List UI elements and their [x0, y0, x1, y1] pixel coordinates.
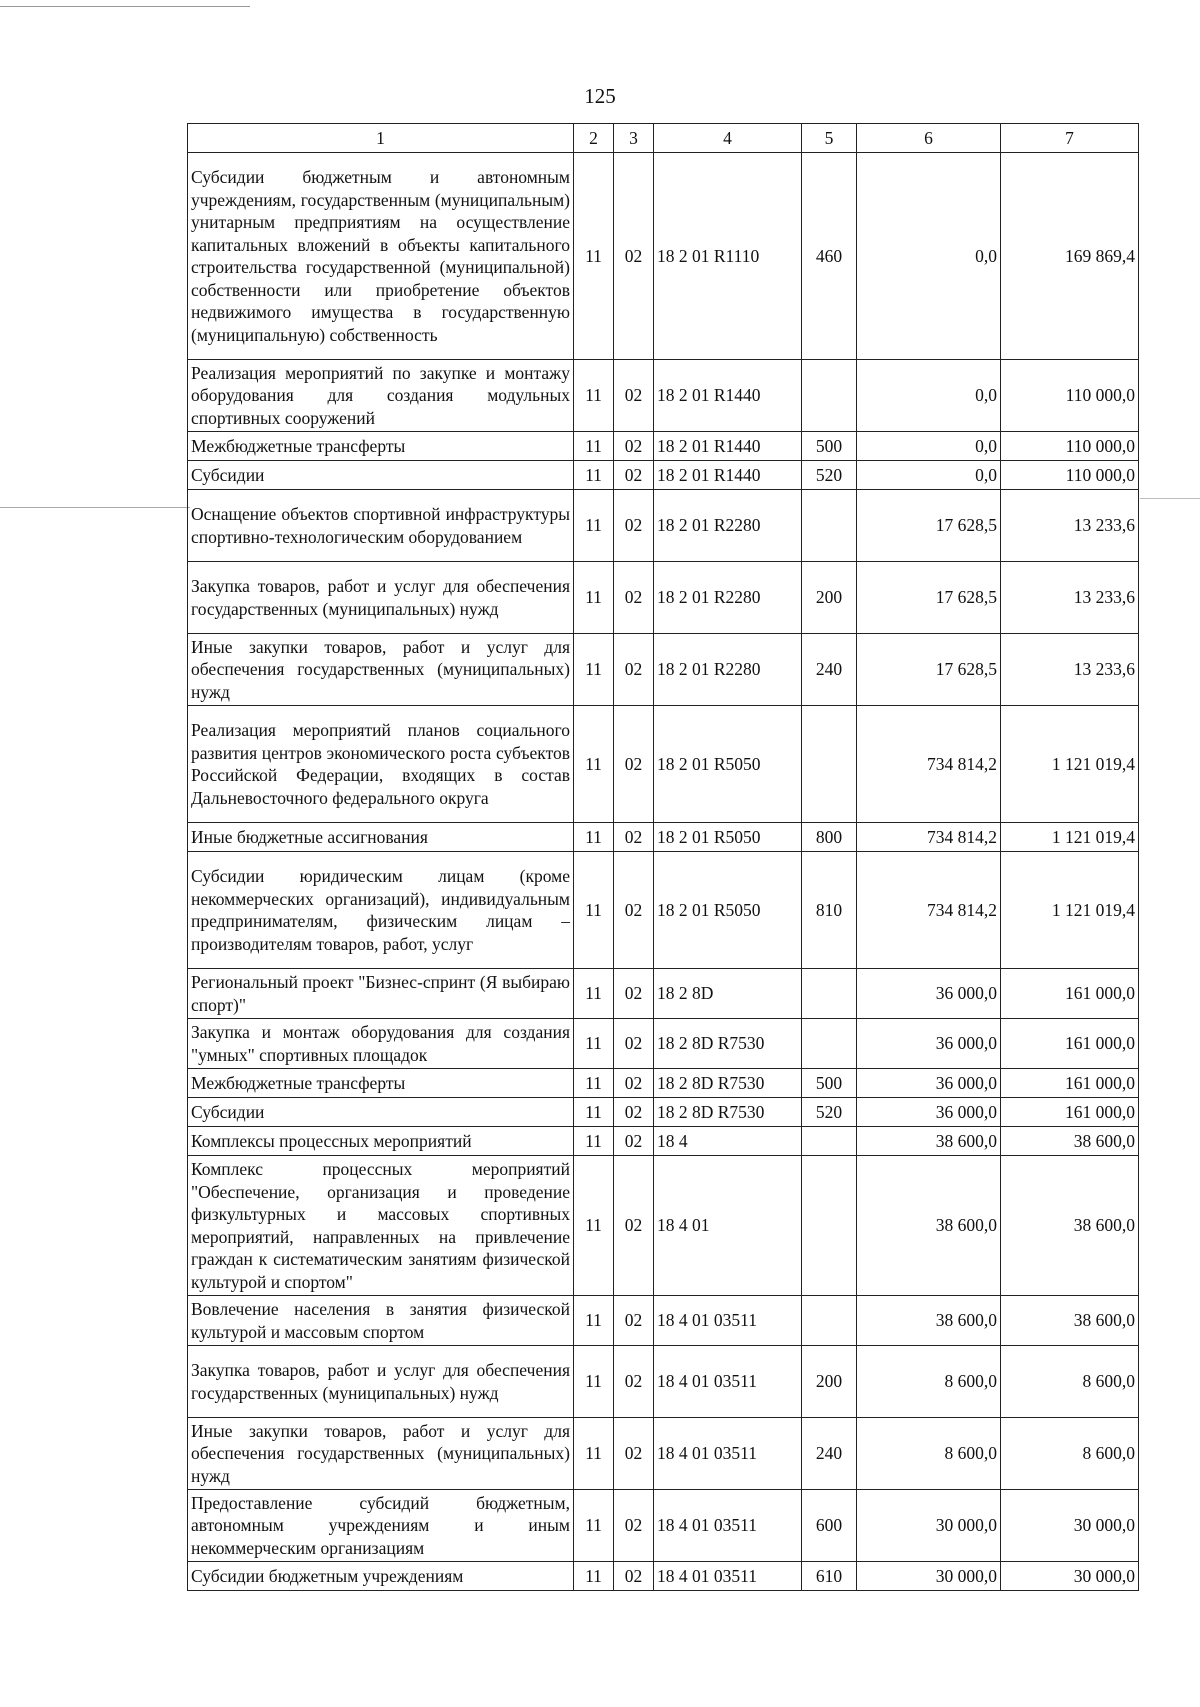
table-row	[188, 1490, 1139, 1562]
row-expense-type: 520	[802, 461, 857, 490]
table-row	[188, 1156, 1139, 1296]
row-expense-type	[802, 969, 857, 1019]
header-cell: 6	[857, 124, 1001, 153]
row-section: 11	[574, 1019, 614, 1069]
row-subsection: 02	[614, 1562, 654, 1591]
row-section: 11	[574, 1490, 614, 1562]
row-subsection: 02	[614, 490, 654, 562]
row-amount-2: 110 000,0	[1001, 432, 1139, 461]
row-amount-1: 17 628,5	[857, 634, 1001, 706]
row-name: Субсидии юридическим лицам (кроме некоммерческих организаций), индивидуальным предпринимателям, физическим лицам – производителям товаров, работ, услуг	[188, 852, 574, 969]
table-row	[188, 490, 1139, 562]
row-target-code: 18 4 01	[654, 1156, 802, 1296]
row-name: Комплексы процессных мероприятий	[188, 1127, 574, 1156]
row-target-code: 18 4 01 03511	[654, 1296, 802, 1346]
row-name: Предоставление субсидий бюджетным, автономным учреждениям и иным некоммерческим организациям	[188, 1490, 574, 1562]
row-subsection: 02	[614, 969, 654, 1019]
row-subsection: 02	[614, 634, 654, 706]
row-amount-2: 38 600,0	[1001, 1156, 1139, 1296]
row-expense-type: 810	[802, 852, 857, 969]
scan-mark-line	[0, 507, 190, 508]
row-section: 11	[574, 852, 614, 969]
table-row	[188, 1296, 1139, 1346]
row-target-code: 18 4 01 03511	[654, 1418, 802, 1490]
row-amount-2: 110 000,0	[1001, 360, 1139, 432]
row-target-code: 18 2 01 R2280	[654, 490, 802, 562]
row-expense-type: 460	[802, 153, 857, 360]
row-amount-2: 161 000,0	[1001, 1019, 1139, 1069]
row-expense-type	[802, 490, 857, 562]
row-name: Реализация мероприятий планов социального развития центров экономического роста субъектов Российской Федерации, входящих в состав Дальневосточного федерального округа	[188, 706, 574, 823]
row-name: Иные бюджетные ассигнования	[188, 823, 574, 852]
row-amount-2: 110 000,0	[1001, 461, 1139, 490]
row-section: 11	[574, 706, 614, 823]
row-subsection: 02	[614, 852, 654, 969]
row-subsection: 02	[614, 1019, 654, 1069]
table-row	[188, 706, 1139, 823]
row-section: 11	[574, 562, 614, 634]
row-target-code: 18 4 01 03511	[654, 1490, 802, 1562]
row-section: 11	[574, 432, 614, 461]
row-target-code: 18 2 01 R1440	[654, 432, 802, 461]
row-target-code: 18 2 01 R1110	[654, 153, 802, 360]
header-cell: 4	[654, 124, 802, 153]
row-expense-type: 240	[802, 1418, 857, 1490]
row-section: 11	[574, 153, 614, 360]
row-subsection: 02	[614, 706, 654, 823]
table-row	[188, 562, 1139, 634]
row-expense-type: 610	[802, 1562, 857, 1591]
table-row	[188, 1098, 1139, 1127]
row-amount-2: 1 121 019,4	[1001, 706, 1139, 823]
row-expense-type: 800	[802, 823, 857, 852]
row-subsection: 02	[614, 432, 654, 461]
row-amount-1: 36 000,0	[857, 1069, 1001, 1098]
row-expense-type	[802, 1019, 857, 1069]
table-row	[188, 969, 1139, 1019]
row-expense-type: 520	[802, 1098, 857, 1127]
row-amount-2: 13 233,6	[1001, 562, 1139, 634]
row-amount-1: 30 000,0	[857, 1562, 1001, 1591]
row-amount-1: 38 600,0	[857, 1127, 1001, 1156]
row-amount-1: 0,0	[857, 432, 1001, 461]
row-target-code: 18 2 01 R1440	[654, 461, 802, 490]
table-row	[188, 1069, 1139, 1098]
row-amount-2: 38 600,0	[1001, 1127, 1139, 1156]
scan-edge-line	[0, 6, 250, 7]
row-section: 11	[574, 1098, 614, 1127]
row-expense-type	[802, 1127, 857, 1156]
row-section: 11	[574, 1296, 614, 1346]
row-name: Межбюджетные трансферты	[188, 1069, 574, 1098]
table-row	[188, 823, 1139, 852]
row-amount-2: 1 121 019,4	[1001, 823, 1139, 852]
row-section: 11	[574, 1562, 614, 1591]
row-expense-type	[802, 706, 857, 823]
row-amount-1: 17 628,5	[857, 490, 1001, 562]
row-expense-type	[802, 1156, 857, 1296]
header-cell: 7	[1001, 124, 1139, 153]
row-name: Субсидии	[188, 1098, 574, 1127]
scan-mark-line-right	[1140, 498, 1200, 499]
row-amount-1: 8 600,0	[857, 1346, 1001, 1418]
row-target-code: 18 2 01 R2280	[654, 634, 802, 706]
row-amount-2: 38 600,0	[1001, 1296, 1139, 1346]
row-target-code: 18 2 01 R5050	[654, 706, 802, 823]
row-name: Реализация мероприятий по закупке и монтажу оборудования для создания модульных спортивных сооружений	[188, 360, 574, 432]
row-expense-type: 600	[802, 1490, 857, 1562]
row-name: Региональный проект "Бизнес-спринт (Я выбираю спорт)"	[188, 969, 574, 1019]
row-target-code: 18 2 8D R7530	[654, 1098, 802, 1127]
row-amount-1: 17 628,5	[857, 562, 1001, 634]
table-row	[188, 153, 1139, 360]
header-cell: 3	[614, 124, 654, 153]
row-expense-type: 500	[802, 1069, 857, 1098]
row-section: 11	[574, 1418, 614, 1490]
row-name: Вовлечение населения в занятия физической культурой и массовым спортом	[188, 1296, 574, 1346]
row-amount-2: 30 000,0	[1001, 1490, 1139, 1562]
row-amount-1: 734 814,2	[857, 706, 1001, 823]
row-subsection: 02	[614, 1069, 654, 1098]
header-cell: 1	[188, 124, 574, 153]
row-subsection: 02	[614, 1156, 654, 1296]
row-target-code: 18 4 01 03511	[654, 1346, 802, 1418]
row-target-code: 18 2 01 R5050	[654, 852, 802, 969]
table-row	[188, 634, 1139, 706]
row-section: 11	[574, 360, 614, 432]
page-number: 125	[584, 84, 616, 108]
row-amount-2: 30 000,0	[1001, 1562, 1139, 1591]
table-row	[188, 1562, 1139, 1591]
row-amount-1: 36 000,0	[857, 969, 1001, 1019]
row-subsection: 02	[614, 562, 654, 634]
row-target-code: 18 2 8D	[654, 969, 802, 1019]
row-amount-1: 36 000,0	[857, 1019, 1001, 1069]
row-section: 11	[574, 461, 614, 490]
row-amount-2: 161 000,0	[1001, 969, 1139, 1019]
row-amount-2: 13 233,6	[1001, 634, 1139, 706]
row-name: Иные закупки товаров, работ и услуг для обеспечения государственных (муниципальных) нужд	[188, 1418, 574, 1490]
row-subsection: 02	[614, 823, 654, 852]
row-subsection: 02	[614, 1418, 654, 1490]
row-target-code: 18 2 01 R1440	[654, 360, 802, 432]
table-row	[188, 432, 1139, 461]
row-target-code: 18 2 01 R2280	[654, 562, 802, 634]
row-amount-1: 38 600,0	[857, 1296, 1001, 1346]
row-target-code: 18 4	[654, 1127, 802, 1156]
row-target-code: 18 4 01 03511	[654, 1562, 802, 1591]
row-subsection: 02	[614, 1490, 654, 1562]
row-subsection: 02	[614, 461, 654, 490]
row-amount-2: 13 233,6	[1001, 490, 1139, 562]
table-header-row	[188, 124, 1139, 153]
row-name: Субсидии бюджетным и автономным учреждениям, государственным (муниципальным) унитарным предприятиям на осуществление капитальных вложений в объекты капитального строительства государственной (муниципальной) собственности или приобретение объектов недвижимого имущества в государственную (муниципальную) собственность	[188, 153, 574, 360]
row-expense-type: 500	[802, 432, 857, 461]
row-amount-2: 1 121 019,4	[1001, 852, 1139, 969]
row-name: Комплекс процессных мероприятий "Обеспечение, организация и проведение физкультурных и массовых спортивных мероприятий, направленных на привлечение граждан к систематическим занятиям физической культурой и спортом"	[188, 1156, 574, 1296]
row-amount-1: 38 600,0	[857, 1156, 1001, 1296]
row-section: 11	[574, 1127, 614, 1156]
row-expense-type: 200	[802, 1346, 857, 1418]
table-row	[188, 1019, 1139, 1069]
row-section: 11	[574, 490, 614, 562]
header-cell: 2	[574, 124, 614, 153]
row-target-code: 18 2 01 R5050	[654, 823, 802, 852]
row-target-code: 18 2 8D R7530	[654, 1069, 802, 1098]
table-row	[188, 1127, 1139, 1156]
table-row	[188, 1418, 1139, 1490]
row-subsection: 02	[614, 153, 654, 360]
row-expense-type: 200	[802, 562, 857, 634]
row-section: 11	[574, 823, 614, 852]
row-amount-1: 8 600,0	[857, 1418, 1001, 1490]
row-name: Иные закупки товаров, работ и услуг для обеспечения государственных (муниципальных) нужд	[188, 634, 574, 706]
row-name: Закупка и монтаж оборудования для создания "умных" спортивных площадок	[188, 1019, 574, 1069]
row-section: 11	[574, 1156, 614, 1296]
row-subsection: 02	[614, 360, 654, 432]
row-target-code: 18 2 8D R7530	[654, 1019, 802, 1069]
row-amount-1: 30 000,0	[857, 1490, 1001, 1562]
row-subsection: 02	[614, 1127, 654, 1156]
row-amount-2: 161 000,0	[1001, 1098, 1139, 1127]
row-subsection: 02	[614, 1346, 654, 1418]
row-name: Оснащение объектов спортивной инфраструктуры спортивно-технологическим оборудованием	[188, 490, 574, 562]
row-amount-1: 734 814,2	[857, 823, 1001, 852]
row-name: Субсидии бюджетным учреждениям	[188, 1562, 574, 1591]
row-name: Межбюджетные трансферты	[188, 432, 574, 461]
row-amount-1: 0,0	[857, 360, 1001, 432]
row-name: Закупка товаров, работ и услуг для обеспечения государственных (муниципальных) нужд	[188, 562, 574, 634]
row-name: Закупка товаров, работ и услуг для обеспечения государственных (муниципальных) нужд	[188, 1346, 574, 1418]
row-amount-1: 0,0	[857, 461, 1001, 490]
row-amount-1: 36 000,0	[857, 1098, 1001, 1127]
row-section: 11	[574, 1069, 614, 1098]
table-row	[188, 852, 1139, 969]
row-amount-2: 169 869,4	[1001, 153, 1139, 360]
header-cell: 5	[802, 124, 857, 153]
row-amount-1: 734 814,2	[857, 852, 1001, 969]
table-row	[188, 461, 1139, 490]
row-section: 11	[574, 634, 614, 706]
row-amount-1: 0,0	[857, 153, 1001, 360]
table-row	[188, 360, 1139, 432]
row-name: Субсидии	[188, 461, 574, 490]
row-subsection: 02	[614, 1296, 654, 1346]
row-expense-type: 240	[802, 634, 857, 706]
row-amount-2: 161 000,0	[1001, 1069, 1139, 1098]
row-amount-2: 8 600,0	[1001, 1418, 1139, 1490]
row-section: 11	[574, 969, 614, 1019]
budget-table	[187, 123, 1139, 1591]
row-expense-type	[802, 1296, 857, 1346]
table-row	[188, 1346, 1139, 1418]
row-subsection: 02	[614, 1098, 654, 1127]
row-expense-type	[802, 360, 857, 432]
row-amount-2: 8 600,0	[1001, 1346, 1139, 1418]
row-section: 11	[574, 1346, 614, 1418]
